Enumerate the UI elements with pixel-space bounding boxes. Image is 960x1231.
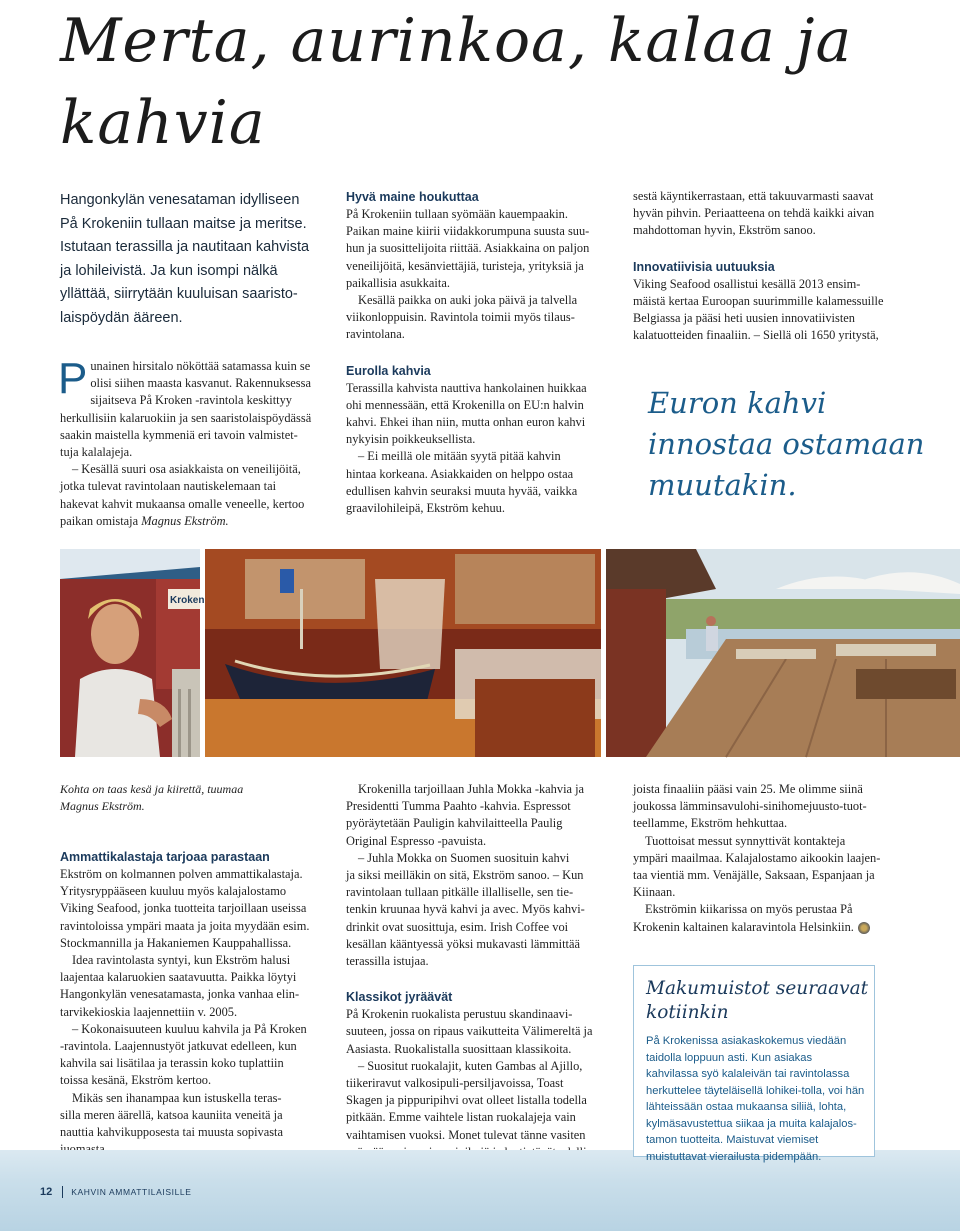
text-line: tarvikekioskia laajennettiin v. 2005. xyxy=(60,1004,238,1019)
section-heading: Klassikot jyräävät xyxy=(346,990,453,1005)
text-line: suuteen, jossa on ripaus vaikutteita Välimereltä ja xyxy=(346,1024,593,1039)
text-line: ravintolaan tullaan pitkälle illalliselle, sen tie- xyxy=(346,885,574,900)
text-line: Aasiasta. Ruokalistalla suosittaan klassikoita. xyxy=(346,1041,572,1056)
text-line: – Juhla Mokka on Suomen suosituin kahvi xyxy=(358,850,570,865)
text-line: -ravintola. Laajennustyöt jatkuvat edelleen, kun xyxy=(60,1039,297,1054)
text-line: ja siksi meilläkin on sitä, Ekström sanoo. – Kun xyxy=(346,868,584,883)
text-line: Ekström on kolmannen polven ammattikalastaja. xyxy=(60,867,303,881)
sidebar-box-body: På Krokenissa asiakaskokemus viedään taidolla loppuun asti. Kun asiakas kahvilassa syö kalaleivän tai ravintolassa herkuttelee täyteläisellä lohikei-tolla, voi hän lähteissään ostaa mukaansa siliiä, lohta, kylmäsavustettua siikaa ja muita kalajalos-tamon tuotteita. Maistuvat viemiset muistuttavat vierailusta pidempään. xyxy=(646,1035,865,1163)
text-line: olisi siihen maasta kasvanut. Rakennuksessa xyxy=(90,376,311,391)
text-line: Belgiassa ja pääsi heti uusien innovatiivisten xyxy=(633,311,855,326)
text-line: Kesällä paikka on auki joka päivä ja talvella xyxy=(358,293,578,308)
text-line: hyvän pihvin. Periaatteena on tehdä kaikki aivan xyxy=(633,206,875,221)
text-line: Skagen ja pippuripihvi ovat olleet listalla todella xyxy=(346,1093,587,1108)
text-line: Viking Seafood, jonka tuotteita tarjoillaan useissa xyxy=(60,901,307,916)
text-line: Idea ravintolasta syntyi, kun Ekström halusi xyxy=(72,953,291,968)
text-line: vaihtamisen vuoksi. Monet tulevat tänne vasiten xyxy=(346,1127,586,1142)
owner-name: Magnus Ekström. xyxy=(141,513,229,528)
text-line: graavilohileipä, Ekström kehuu. xyxy=(346,501,505,516)
text-line: tiikeriravut valkosipuli-persiljavoissa, Toast xyxy=(346,1076,564,1091)
photo-restaurant-interior xyxy=(205,549,601,757)
footer-divider xyxy=(62,1186,63,1198)
lead-line: Hangonkylän venesataman idylliseen xyxy=(60,192,300,208)
text-line: veneilijöitä, kesänviettäjiä, turisteja, yrityksiä ja xyxy=(346,258,584,273)
photo-caption: Kohta on taas kesä ja kiirettä, tuumaa Magnus Ekström. xyxy=(60,782,244,813)
text-line: – Suositut ruokalajit, kuten Gambas al Ajillo, xyxy=(358,1058,583,1073)
section-heading: Eurolla kahvia xyxy=(346,363,431,378)
column-3-top xyxy=(633,188,923,344)
text-line: kalatuotteiden finaaliin. – Siellä oli 1650 yritystä, xyxy=(633,328,879,343)
text-line: unainen hirsitalo nököttää satamassa kuin se xyxy=(90,359,311,373)
text-line: Tuottoisat messut synnyttivät kontakteja xyxy=(645,833,846,848)
text-line: Mikäs sen ihanampaa kun istuskella teras- xyxy=(72,1090,282,1105)
text-span: Krokenin kaltainen kalaravintola Helsinkiin. xyxy=(633,919,854,934)
column-3-bottom xyxy=(633,781,933,936)
text-line: hakevat kahvit mukaansa omalle veneelle, kertoo xyxy=(60,496,305,511)
owner-photo-image xyxy=(60,549,205,757)
text-line: edullisen kahvin seuraksi muuta hyvää, vaikka xyxy=(346,483,578,498)
text-line: laajentaa kalaruokien saatavuutta. Paikka löytyi xyxy=(60,970,297,985)
text-line: sijaitseva På Kroken -ravintola keskittyy xyxy=(90,393,293,408)
text-line: terassilla istujaa. xyxy=(346,954,429,969)
text-line: ravintoloissa ympäri maata ja joita myydään esim. xyxy=(60,918,310,933)
text-line: Krokenilla tarjoillaan Juhla Mokka -kahvia ja xyxy=(358,782,585,796)
text-line: Original Espresso -pavuista. xyxy=(346,833,487,848)
text-line: jotka tulevat ravintolaan nautiskelemaan tai xyxy=(60,479,277,494)
text-line: silla meren äärellä, katsoa kauniita veneitä ja xyxy=(60,1107,283,1122)
lead-line: ja lohileivistä. Ja kun isompi nälkä xyxy=(60,262,278,279)
column-1-bottom xyxy=(60,849,330,1158)
kroken-sign: Kroken xyxy=(170,595,205,606)
sidebar-box xyxy=(633,965,875,1163)
text-line: saakin maistella kymmeniä eri tavoin valmistet- xyxy=(60,427,298,442)
text-line: Viking Seafood osallistui kesällä 2013 ensim- xyxy=(633,276,861,291)
pull-quote: Euron kahvi innostaa ostamaan muutakin. xyxy=(648,386,925,502)
column-2-top xyxy=(346,189,616,517)
text-line: joukossa lämminsavulohi-sinihomejuusto-tuot- xyxy=(633,799,867,814)
lead-line: laispöydän ääreen. xyxy=(60,309,183,326)
column-1-top xyxy=(58,354,330,530)
terrace-photo-image xyxy=(606,549,960,757)
text-line: kahvila sai lisätilaa ja terassin koko tuplattiin xyxy=(60,1056,284,1071)
text-line: mahdottoman hyvin, Ekström sanoo. xyxy=(633,223,816,238)
lead-line: På Krokeniin tullaan maitse ja meritse. xyxy=(60,215,307,232)
text-line: ohi mennessään, että Krokenilla on EU:n halvin xyxy=(346,397,584,412)
lead-line: Istutaan terassilla ja nautitaan kahvista xyxy=(60,239,310,255)
text-line: pitkään. Emme vaihtele listan ruokalajeja vain xyxy=(346,1110,576,1125)
text-line: Hangonkylän venesatamasta, jonka vanhaa elin- xyxy=(60,987,300,1002)
lead-line: yllättää, siirrytään kuuluisan saaristo- xyxy=(60,286,298,302)
sidebar-box-title: Makumuistot seuraavat kotiinkin xyxy=(646,978,869,1023)
text-line: Presidentti Tumma Paahto -kahvia. Espressot xyxy=(346,799,571,814)
text-line: ympäri maailmaa. Kalajalostamo aikookin laajen- xyxy=(633,850,881,865)
text-line: drinkit ovat suosittuja, esim. Irish Coffee voi xyxy=(346,919,569,934)
publication-name: KAHVIN AMMATTILAISILLE xyxy=(71,1187,192,1197)
text-line xyxy=(60,513,330,530)
text-line: ravintolana. xyxy=(346,327,405,342)
text-line: Yritysryppääseen kuuluu myös kalajalostamo xyxy=(60,884,287,899)
text-line: joista finaaliin pääsi vain 25. Me olimme siinä xyxy=(633,782,863,796)
text-line: hintaa korkeana. Asiakkaiden on helppo ostaa xyxy=(346,466,574,481)
text-line: sestä käyntikerrastaan, että takuuvarmasti saavat xyxy=(633,189,874,203)
text-line: mäistä kertaa Euroopan suurimmille kalamessuille xyxy=(633,293,884,308)
page-footer xyxy=(40,1186,192,1198)
section-heading: Innovatiivisia uutuuksia xyxy=(633,259,775,274)
text-line: nauttia kahvikupposesta tai muusta sopivasta xyxy=(60,1125,283,1140)
article-title: Merta, aurinkoa, kalaa ja kahvia xyxy=(60,6,853,158)
end-mark-icon xyxy=(858,922,870,934)
text-line: viikonloppuisin. Ravintola toimii myös tilaus- xyxy=(346,310,575,325)
text-line: Kiinaan. xyxy=(633,885,676,900)
column-2-bottom xyxy=(346,781,621,1161)
text-line: teellamme, Ekström hehkuttaa. xyxy=(633,816,788,831)
text-line: kesällan kääntyessä yöksi mukavasti lämmittää xyxy=(346,936,580,951)
text-line: På Krokeniin tullaan syömään kauempaakin. xyxy=(346,207,568,221)
text-line: Paikan maine kiirii viidakkorumpuna suusta suu- xyxy=(346,224,590,239)
text-span: paikan omistaja xyxy=(60,513,142,528)
text-line: pyöräytetään Pauligin kahvilaitteella Paulig xyxy=(346,816,563,831)
text-line: tenkin kruunaa hyvä kahvi ja avec. Myös kahvi- xyxy=(346,902,585,917)
text-line: paikallisia asukkaita. xyxy=(346,275,450,290)
page-number: 12 xyxy=(40,1186,53,1198)
text-line: Terassilla kahvista nauttiva hankolainen huikkaa xyxy=(346,380,587,395)
text-line: hun ja suosittelijoita riittää. Asiakkaina on paljon xyxy=(346,241,590,256)
text-line: nykyisin poikkeuksellista. xyxy=(346,432,476,447)
text-line: – Ei meillä ole mitään syytä pitää kahvin xyxy=(358,449,561,464)
lead-paragraph xyxy=(60,189,310,330)
text-line: toissa kesänä, Ekström kertoo. xyxy=(60,1073,212,1088)
interior-photo-image xyxy=(205,549,601,757)
text-line: herkullisiin kalaruokiin ja sen saaristolaispöydässä xyxy=(60,410,312,425)
text-line xyxy=(633,919,933,936)
text-line: Stockmannilla ja Hakaniemen Kauppahallissa. xyxy=(60,935,292,950)
text-line: Ekströmin kiikarissa on myös perustaa På xyxy=(645,902,853,917)
section-heading: Ammattikalastaja tarjoaa parastaan xyxy=(60,850,270,864)
section-heading: Hyvä maine houkuttaa xyxy=(346,190,479,204)
text-line: På Krokenin ruokalista perustuu skandinaavi- xyxy=(346,1007,573,1022)
text-line: tuja kalalajeja. xyxy=(60,445,133,460)
text-line: taa vientiä mm. Venäjälle, Saksaan, Espanjaan ja xyxy=(633,868,875,883)
photo-terrace xyxy=(606,549,960,757)
text-line: – Kokonaisuuteen kuuluu kahvila ja På Kroken xyxy=(72,1021,307,1036)
text-line: – Kesällä suuri osa asiakkaista on veneilijöitä, xyxy=(72,462,301,477)
drop-cap: P xyxy=(58,354,88,403)
photo-owner xyxy=(60,549,205,757)
text-line: kahvi. Ehkei ihan niin, mutta onhan euron kahvi xyxy=(346,415,586,430)
